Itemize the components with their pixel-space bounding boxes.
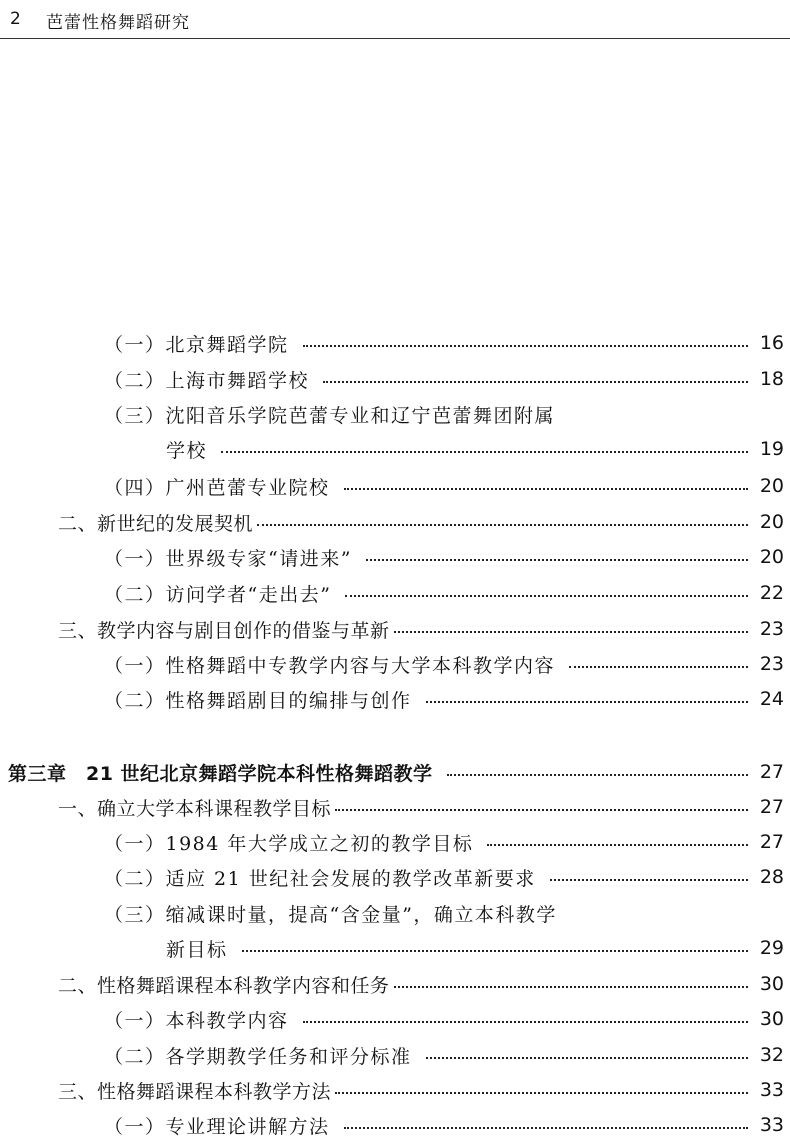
page-number: 2 <box>10 9 21 29</box>
toc-entry[interactable] <box>104 542 784 572</box>
toc-entry-page: 33 <box>759 1114 784 1136</box>
dot-leader <box>335 809 748 811</box>
dot-leader <box>344 1127 748 1129</box>
dot-leader <box>447 774 748 776</box>
toc-entry[interactable] <box>104 328 784 358</box>
toc-entry-page: 27 <box>759 831 784 853</box>
dot-leader <box>345 595 748 597</box>
dot-leader <box>344 488 748 490</box>
toc-entry-page: 20 <box>759 475 784 497</box>
toc-entry[interactable] <box>104 578 784 608</box>
dot-leader <box>221 451 748 453</box>
dot-leader <box>394 986 748 988</box>
toc-section[interactable] <box>58 969 784 999</box>
toc-entry-title-line1[interactable]: （三）沈阳音乐学院芭蕾专业和辽宁芭蕾舞团附属 <box>104 404 556 427</box>
toc-entry[interactable] <box>166 434 784 464</box>
toc-entry-page: 29 <box>759 937 784 959</box>
toc-entry-title: （二）适应 21 世纪社会发展的教学改革新要求 <box>104 867 536 890</box>
toc-entry-page: 16 <box>759 332 784 354</box>
toc-entry-page: 27 <box>759 796 784 818</box>
dot-leader <box>323 381 748 383</box>
toc-entry-title: （二）性格舞蹈剧目的编排与创作 <box>104 689 412 712</box>
toc-entry-page: 24 <box>759 688 784 710</box>
dot-leader <box>550 879 748 881</box>
dot-leader <box>487 844 748 846</box>
toc-entry-title: （一）性格舞蹈中专教学内容与大学本科教学内容 <box>104 654 556 677</box>
running-header <box>0 0 790 39</box>
toc-entry-title: （二）上海市舞蹈学校 <box>104 369 310 392</box>
toc-entry-page: 30 <box>759 1008 784 1030</box>
dot-leader <box>426 1057 748 1059</box>
toc-entry[interactable] <box>104 1110 784 1140</box>
toc-entry[interactable] <box>104 1040 784 1070</box>
dot-leader <box>335 1092 748 1094</box>
toc-entry[interactable] <box>104 649 784 679</box>
toc-entry-page: 30 <box>759 973 784 995</box>
toc-entry-page: 19 <box>759 438 784 460</box>
toc-entry-title: （二）各学期教学任务和评分标准 <box>104 1045 412 1068</box>
toc-entry-title: （四）广州芭蕾专业院校 <box>104 476 330 499</box>
toc-entry-title-line2: 学校 <box>166 439 208 462</box>
toc-entry-title: （一）1984 年大学成立之初的教学目标 <box>104 832 474 855</box>
toc-entry[interactable] <box>104 827 784 857</box>
dot-leader <box>303 1021 748 1023</box>
toc-entry[interactable] <box>166 933 784 963</box>
toc-entry[interactable] <box>104 684 784 714</box>
toc-entry-page: 20 <box>759 546 784 568</box>
toc-entry-title: （二）访问学者“走出去” <box>104 583 332 606</box>
toc-entry-page: 27 <box>759 761 784 783</box>
toc-entry-page: 28 <box>759 866 784 888</box>
toc-entry[interactable] <box>104 1004 784 1034</box>
toc-chapter-title: 第三章 21 世纪北京舞蹈学院本科性格舞蹈教学 <box>8 762 433 785</box>
toc-section-title: 二、新世纪的发展契机 <box>58 512 254 535</box>
toc-section-title: 三、性格舞蹈课程本科教学方法 <box>58 1080 332 1103</box>
dot-leader <box>569 666 748 668</box>
toc-section[interactable] <box>58 1075 784 1105</box>
toc-entry-title: （一）世界级专家“请进来” <box>104 547 352 570</box>
toc-entry-page: 23 <box>759 653 784 675</box>
toc-section-title: 一、确立大学本科课程教学目标 <box>58 797 332 820</box>
toc-entry-page: 32 <box>759 1044 784 1066</box>
toc-entry-title-line1[interactable]: （三）缩减课时量，提高“含金量”，确立本科教学 <box>104 903 557 926</box>
toc-section[interactable] <box>58 507 784 537</box>
toc-entry[interactable] <box>104 471 784 501</box>
toc-entry-title-line2: 新目标 <box>166 938 228 961</box>
dot-leader <box>366 559 748 561</box>
toc-entry-page: 23 <box>759 618 784 640</box>
toc-entry[interactable] <box>104 364 784 394</box>
dot-leader <box>303 345 748 347</box>
toc-section[interactable] <box>58 792 784 822</box>
toc-entry[interactable] <box>104 862 784 892</box>
toc-entry-page: 22 <box>759 582 784 604</box>
toc-section-title: 二、性格舞蹈课程本科教学内容和任务 <box>58 974 390 997</box>
toc-entry-title: （一）北京舞蹈学院 <box>104 333 289 356</box>
toc-section[interactable] <box>58 614 784 644</box>
toc-entry-title: （一）本科教学内容 <box>104 1009 289 1032</box>
toc-entry-page: 20 <box>759 511 784 533</box>
toc-entry-page: 33 <box>759 1079 784 1101</box>
dot-leader <box>426 701 748 703</box>
toc-chapter[interactable] <box>8 757 784 787</box>
toc-section-title: 三、教学内容与剧目创作的借鉴与革新 <box>58 619 390 642</box>
dot-leader <box>257 524 748 526</box>
dot-leader <box>242 950 748 952</box>
toc-entry-page: 18 <box>759 368 784 390</box>
toc-entry-title: （一）专业理论讲解方法 <box>104 1115 330 1138</box>
dot-leader <box>394 631 748 633</box>
running-title: 芭蕾性格舞蹈研究 <box>46 13 190 33</box>
